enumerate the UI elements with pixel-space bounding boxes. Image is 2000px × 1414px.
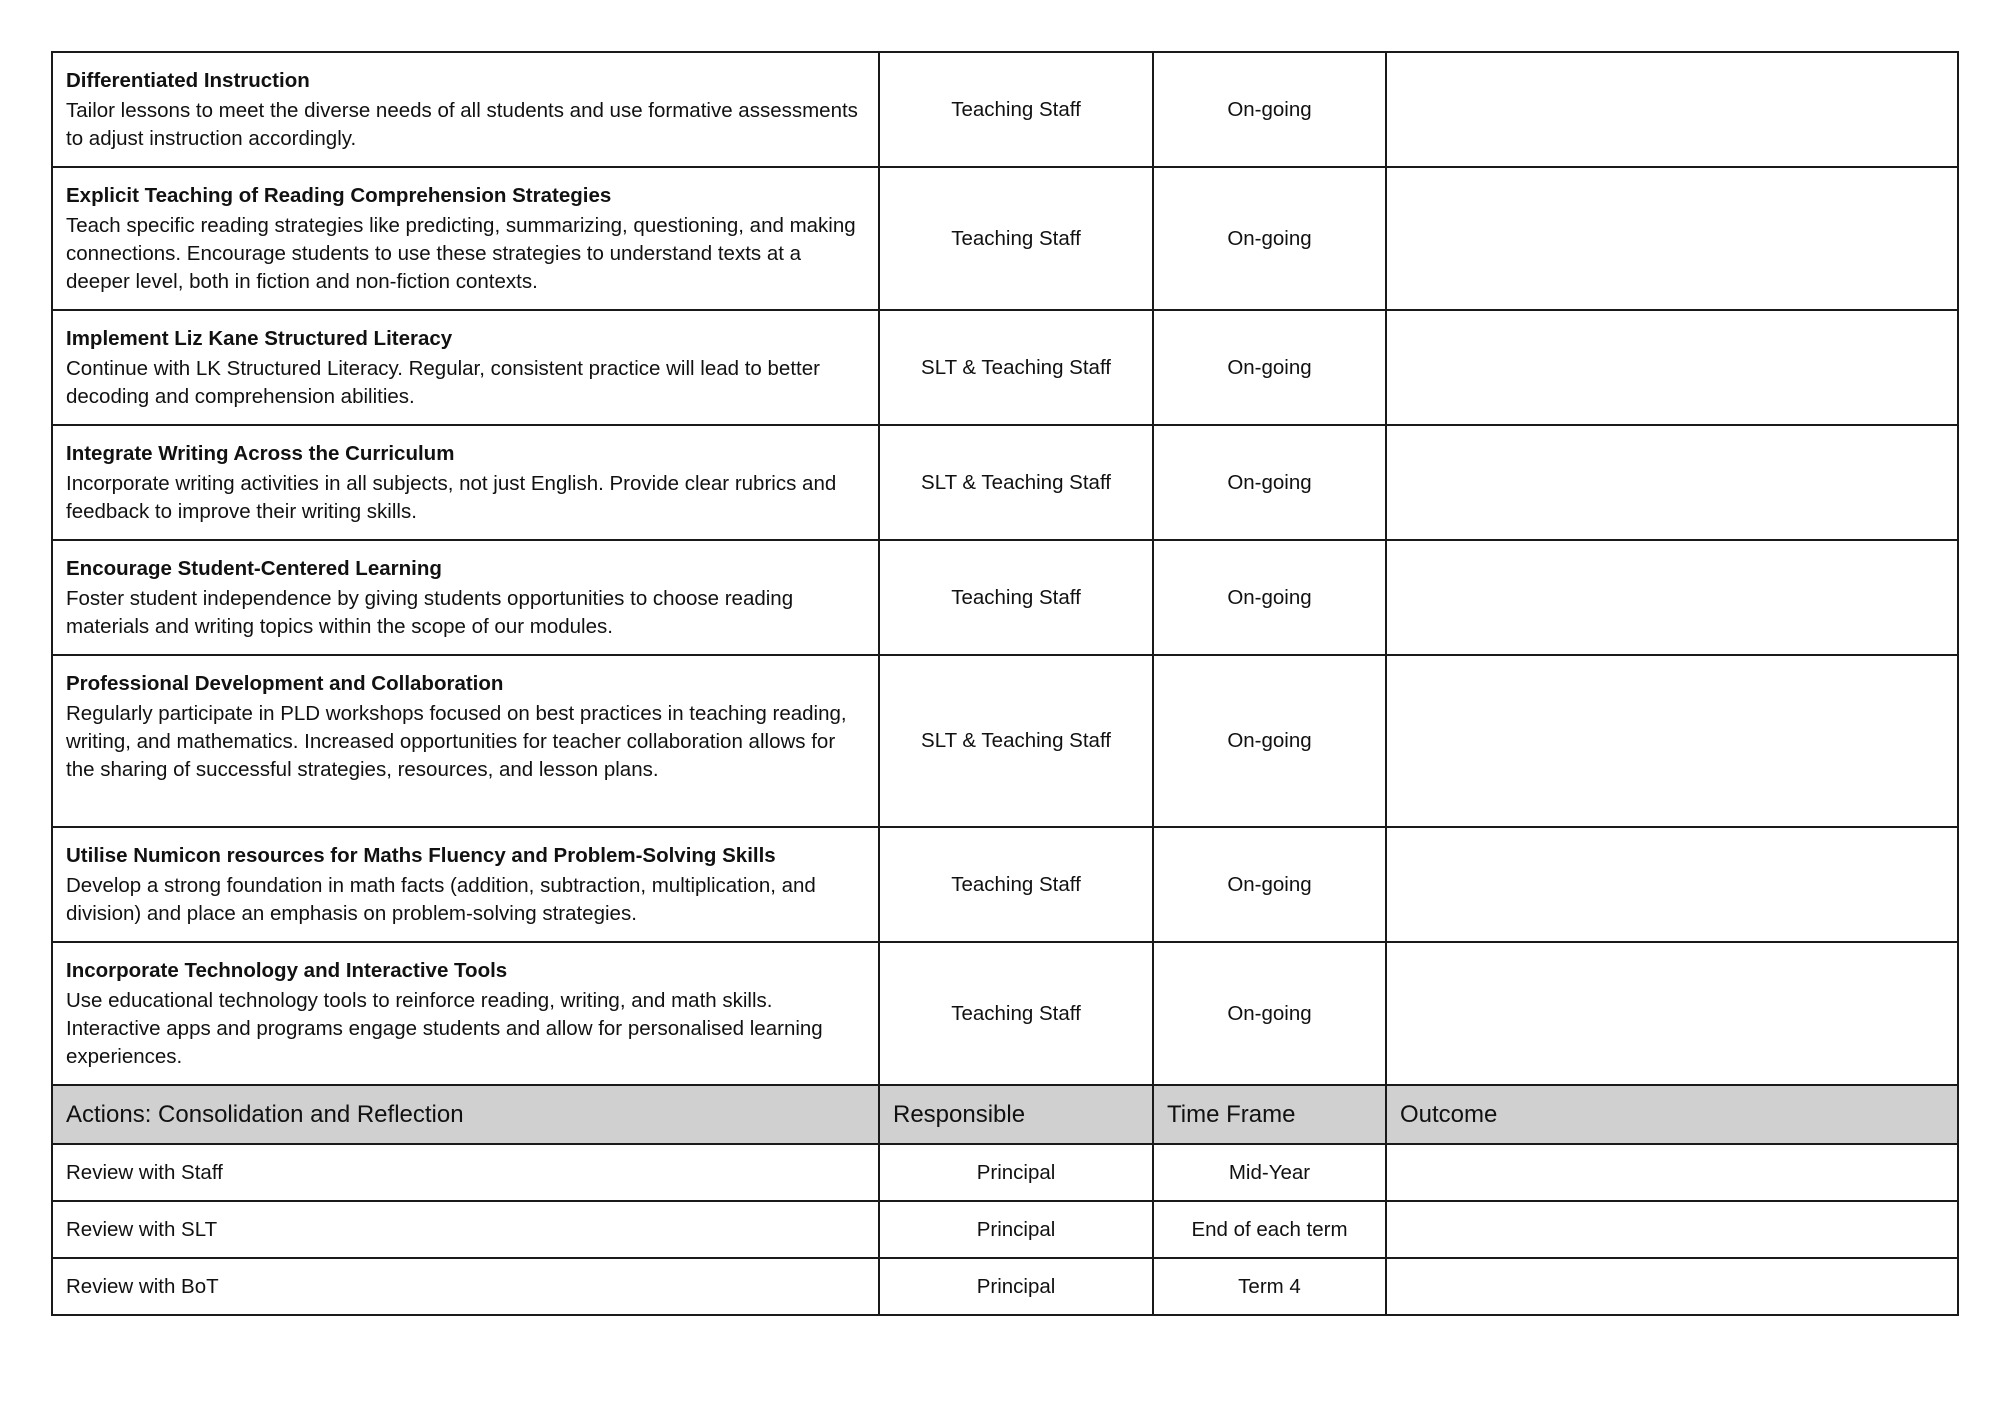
outcome-cell xyxy=(1386,1258,1958,1315)
action-cell xyxy=(52,310,879,425)
table-row xyxy=(52,655,1958,827)
header-outcome: Outcome xyxy=(1386,1085,1958,1144)
action-title: Incorporate Technology and Interactive Tools xyxy=(66,959,508,982)
table-row xyxy=(52,52,1958,167)
table-row xyxy=(52,425,1958,540)
responsible-cell: Principal xyxy=(879,1144,1153,1201)
action-description: Use educational technology tools to reinforce reading, writing, and math skills. Interactive apps and programs engage students and allow for personalised learning experiences. xyxy=(66,989,823,1068)
header-responsible: Responsible xyxy=(879,1085,1153,1144)
action-description: Teach specific reading strategies like predicting, summarizing, questioning, and making connections. Encourage students to use these strategies to understand texts at a deeper level, both in fiction and non-fiction contexts. xyxy=(66,214,856,293)
table-row xyxy=(52,540,1958,655)
time-frame-cell: On-going xyxy=(1153,942,1386,1085)
section-header-row xyxy=(52,1085,1958,1144)
review-action-cell: Review with BoT xyxy=(52,1258,879,1315)
action-title: Implement Liz Kane Structured Literacy xyxy=(66,327,453,350)
responsible-cell: Teaching Staff xyxy=(879,167,1153,310)
outcome-cell xyxy=(1386,52,1958,167)
action-title: Differentiated Instruction xyxy=(66,69,310,92)
outcome-cell xyxy=(1386,167,1958,310)
header-time-frame: Time Frame xyxy=(1153,1085,1386,1144)
responsible-cell: SLT & Teaching Staff xyxy=(879,310,1153,425)
outcome-cell xyxy=(1386,425,1958,540)
review-action-cell: Review with Staff xyxy=(52,1144,879,1201)
action-description: Develop a strong foundation in math facts (addition, subtraction, multiplication, and division) and place an emphasis on problem-solving strategies. xyxy=(66,874,816,925)
responsible-cell: Teaching Staff xyxy=(879,540,1153,655)
action-description: Regularly participate in PLD workshops focused on best practices in teaching reading, writing, and mathematics. Increased opportunities for teacher collaboration allows for the sharing of successful strategies, resources, and lesson plans. xyxy=(66,702,847,781)
action-cell xyxy=(52,167,879,310)
document-page xyxy=(51,51,1957,1316)
outcome-cell xyxy=(1386,1201,1958,1258)
table-row xyxy=(52,827,1958,942)
time-frame-cell: On-going xyxy=(1153,655,1386,827)
action-description: Incorporate writing activities in all subjects, not just English. Provide clear rubrics and feedback to improve their writing skills. xyxy=(66,472,837,523)
time-frame-cell: On-going xyxy=(1153,425,1386,540)
table-row xyxy=(52,1201,1958,1258)
action-description: Tailor lessons to meet the diverse needs of all students and use formative assessments to adjust instruction accordingly. xyxy=(66,99,858,150)
action-title: Utilise Numicon resources for Maths Fluency and Problem-Solving Skills xyxy=(66,844,776,867)
action-title: Explicit Teaching of Reading Comprehension Strategies xyxy=(66,184,612,207)
outcome-cell xyxy=(1386,1144,1958,1201)
table-row xyxy=(52,167,1958,310)
responsible-cell: SLT & Teaching Staff xyxy=(879,655,1153,827)
action-cell xyxy=(52,540,879,655)
time-frame-cell: End of each term xyxy=(1153,1201,1386,1258)
time-frame-cell: On-going xyxy=(1153,540,1386,655)
action-title: Professional Development and Collaboration xyxy=(66,672,504,695)
time-frame-cell: On-going xyxy=(1153,52,1386,167)
action-cell xyxy=(52,827,879,942)
responsible-cell: Teaching Staff xyxy=(879,52,1153,167)
action-cell xyxy=(52,942,879,1085)
outcome-cell xyxy=(1386,942,1958,1085)
time-frame-cell: On-going xyxy=(1153,827,1386,942)
outcome-cell xyxy=(1386,827,1958,942)
responsible-cell: Principal xyxy=(879,1201,1153,1258)
time-frame-cell: On-going xyxy=(1153,310,1386,425)
header-actions: Actions: Consolidation and Reflection xyxy=(52,1085,879,1144)
time-frame-cell: Term 4 xyxy=(1153,1258,1386,1315)
action-description: Continue with LK Structured Literacy. Regular, consistent practice will lead to better decoding and comprehension abilities. xyxy=(66,357,820,408)
responsible-cell: Teaching Staff xyxy=(879,942,1153,1085)
action-cell xyxy=(52,655,879,827)
outcome-cell xyxy=(1386,655,1958,827)
table-row xyxy=(52,310,1958,425)
action-title: Integrate Writing Across the Curriculum xyxy=(66,442,455,465)
responsible-cell: Teaching Staff xyxy=(879,827,1153,942)
table-row xyxy=(52,942,1958,1085)
action-plan-table xyxy=(51,51,1959,1316)
outcome-cell xyxy=(1386,540,1958,655)
action-cell xyxy=(52,52,879,167)
review-action-cell: Review with SLT xyxy=(52,1201,879,1258)
time-frame-cell: Mid-Year xyxy=(1153,1144,1386,1201)
action-description: Foster student independence by giving students opportunities to choose reading materials and writing topics within the scope of our modules. xyxy=(66,587,794,638)
time-frame-cell: On-going xyxy=(1153,167,1386,310)
outcome-cell xyxy=(1386,310,1958,425)
responsible-cell: SLT & Teaching Staff xyxy=(879,425,1153,540)
responsible-cell: Principal xyxy=(879,1258,1153,1315)
table-row xyxy=(52,1144,1958,1201)
action-cell xyxy=(52,425,879,540)
action-title: Encourage Student-Centered Learning xyxy=(66,557,442,580)
table-row xyxy=(52,1258,1958,1315)
